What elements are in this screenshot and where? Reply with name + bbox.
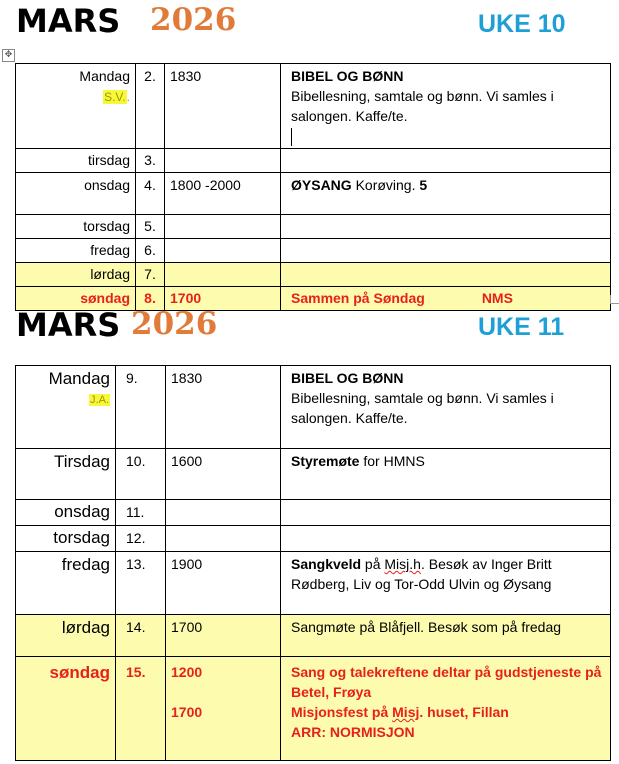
time-cell: 1800 -2000 [165,173,281,215]
week10-year: 2026 [150,2,237,38]
text-cell[interactable] [281,366,611,449]
event-text: Sammen på Søndag [291,290,425,307]
day-cell [16,366,116,449]
date-cell: 15. [116,657,166,761]
time-cell: 1900 [166,552,281,615]
week10-header [0,0,619,44]
time-cell: 1600 [166,449,281,500]
date-cell: 12. [116,526,166,552]
week10-label: UKE 10 [478,10,566,38]
day-label: Mandag [79,68,130,84]
date-cell: 2. [136,64,165,149]
day-label: Tirsdag [16,449,116,500]
text-cell[interactable] [281,552,611,615]
day-label: torsdag [16,215,136,239]
text-cell[interactable] [281,149,611,173]
week11-header [0,304,619,348]
table-resize-handle[interactable] [610,295,619,304]
text-cell[interactable] [281,173,611,215]
time-cell [166,526,281,552]
event-text: Bibellesning, samtale og bønn. Vi samles i salongen. Kaffe/te. [291,390,554,426]
day-cell [16,64,136,149]
week11-label: UKE 11 [478,313,565,341]
initials-badge: S.V. [104,90,126,104]
time-cell: 1830 [166,366,281,449]
day-label: søndag [16,657,116,761]
date-cell: 6. [136,239,165,263]
day-label: tirsdag [16,149,136,173]
table-row [16,500,611,526]
date-cell: 5. [136,215,165,239]
initials-suffix: . [126,90,130,104]
table-row [16,215,611,239]
time-cell [166,657,281,761]
event-title: Sangkveld [291,556,362,572]
text-cell[interactable]: Sangmøte på Blåfjell. Besøk som på fredag [281,615,611,657]
day-label: lørdag [16,615,116,657]
time-cell: 1700 [165,287,281,311]
day-label: fredag [16,552,116,615]
date-cell: 11. [116,500,166,526]
event-text-bold: 5 [419,177,428,194]
table-move-handle-icon[interactable]: ✥ [2,49,15,62]
event-text2-b: . huset, Fillan [419,704,509,720]
text-cell[interactable] [281,500,611,526]
event-text3: ARR: NORMISJON [291,724,415,740]
day-label: torsdag [16,526,116,552]
time-cell [166,500,281,526]
event-text: for HMNS [359,453,425,469]
table-row [16,366,611,449]
date-cell: 14. [116,615,166,657]
day-label: onsdag [16,173,136,215]
text-cell[interactable] [281,239,611,263]
spellcheck-word: Misj [392,704,420,720]
time-cell [165,149,281,173]
date-cell: 13. [116,552,166,615]
day-label: Mandag [48,369,110,388]
initials-badge: J.A. [90,394,109,406]
event-title: BIBEL OG BØNN [291,370,404,386]
text-cursor [291,128,292,146]
event-text-tail: NMS [481,290,513,307]
date-cell: 3. [136,149,165,173]
table-row [16,263,611,287]
time-cell [165,215,281,239]
week10-table [15,63,611,311]
event-text: Korøving. [351,177,420,194]
text-cell[interactable] [281,526,611,552]
event-title: ØYSANG [291,177,352,194]
text-cell[interactable] [281,64,611,149]
event-text: Sang og talekreftene deltar på gudstjeneste på Betel, Frøya [291,664,602,700]
text-cell[interactable] [281,449,611,500]
date-cell: 7. [136,263,165,287]
time-cell [165,263,281,287]
table-row [16,657,611,761]
day-label: onsdag [16,500,116,526]
time-cell: 1830 [165,64,281,149]
text-cell[interactable] [281,263,611,287]
time-cell: 1700 [166,615,281,657]
date-cell: 4. [136,173,165,215]
table-row [16,449,611,500]
event-title: BIBEL OG BØNN [291,68,404,84]
day-label: fredag [16,239,136,263]
date-cell: 10. [116,449,166,500]
event-time-1: 1200 [171,664,203,680]
event-text: Bibellesning, samtale og bønn. Vi samles i salongen. Kaffe/te. [291,88,554,124]
spellcheck-word: Misj.h [384,556,421,572]
date-cell: 8. [136,287,165,311]
text-cell[interactable] [281,657,611,761]
text-cell[interactable] [281,215,611,239]
event-text2-a: Misjonsfest på [291,704,393,720]
week11-month: MARS [16,306,121,344]
event-text: . Besøk av Inger Britt Rødberg, Liv og Tor-Odd Ulvin og Øysang [291,556,552,592]
week11-table [15,365,611,761]
week10-month: MARS [16,2,121,40]
date-cell: 9. [116,366,166,449]
event-title: Styremøte [291,453,360,469]
table-row [16,149,611,173]
table-row [16,239,611,263]
time-cell [165,239,281,263]
week11-year: 2026 [131,306,218,342]
event-text-a: på [361,556,385,572]
table-row [16,552,611,615]
day-label: søndag [16,287,136,311]
table-row [16,173,611,215]
table-row [16,64,611,149]
table-row [16,615,611,657]
event-time-2: 1700 [171,704,203,720]
day-label: lørdag [16,263,136,287]
table-row [16,526,611,552]
